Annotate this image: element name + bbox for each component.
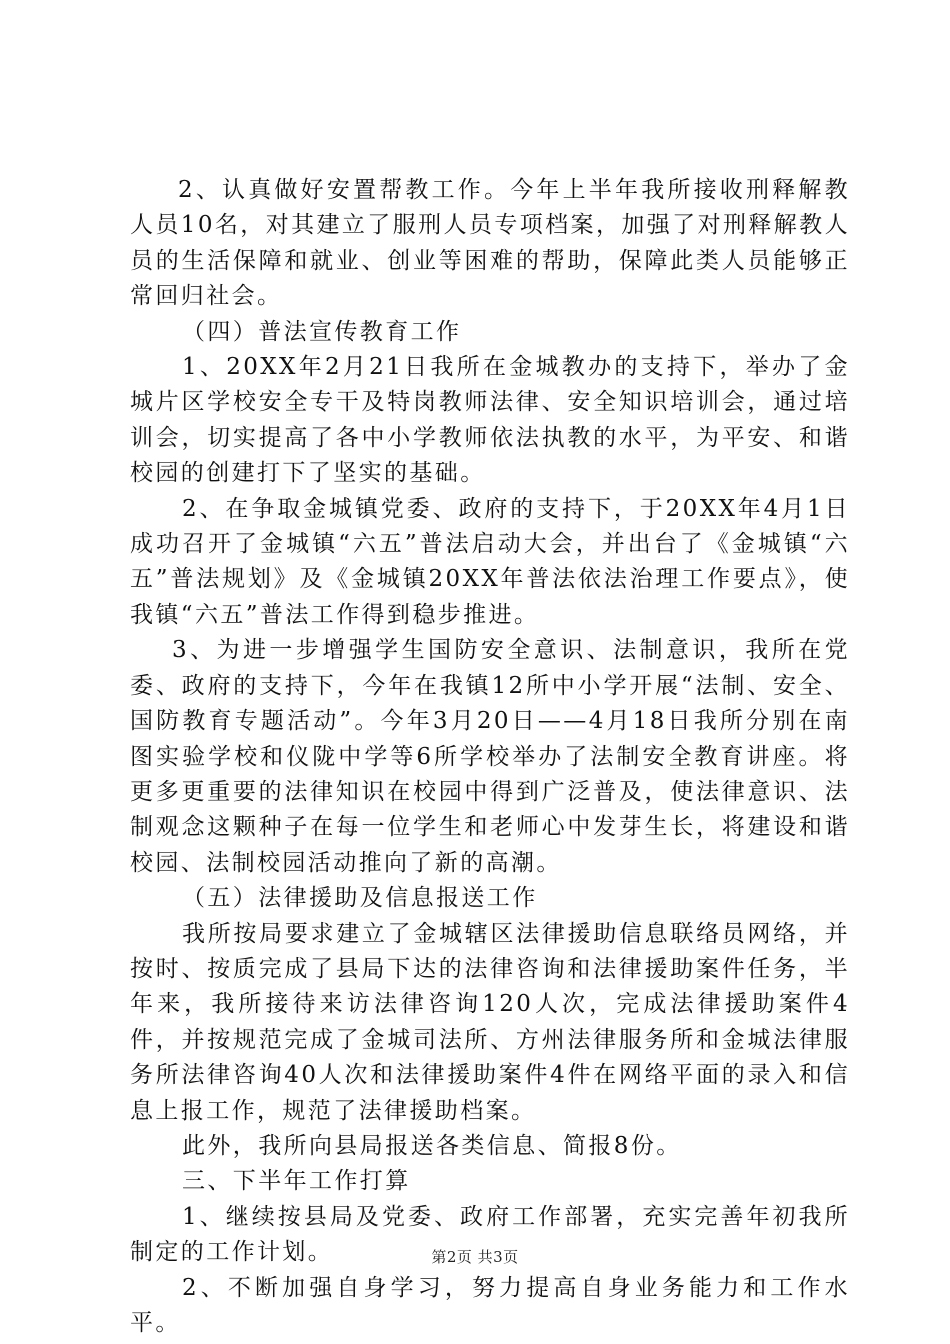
heading-legal-aid: （五）法律援助及信息报送工作: [182, 885, 538, 912]
document-body: [130, 173, 850, 1341]
paragraph-six-five-launch: 2、在争取金城镇党委、政府的支持下，于20XX年4月1日成功召开了金城镇“六五”普法启动大会，并出台了《金城镇“六五”普法规划》及《金城镇20XX年普法依法治理工作要点》，使我镇“六五”普法工作得到稳步推进。: [130, 495, 850, 628]
page-number-footer: 第2页 共3页: [431, 1248, 519, 1266]
paragraph-resettlement: 2、认真做好安置帮教工作。今年上半年我所接收刑释解教人员10名，对其建立了服刑人员专项档案，加强了对刑释解教人员的生活保障和就业、创业等困难的帮助，保障此类人员能够正常回归社会。: [130, 177, 850, 310]
heading-legal-education: （四）普法宣传教育工作: [182, 318, 462, 345]
heading-second-half-plan: 三、下半年工作打算: [182, 1168, 411, 1195]
paragraph-plan-item-2: 2、不断加强自身学习，努力提高自身业务能力和工作水平。: [130, 1274, 850, 1336]
paragraph-training-session: 1、20XX年2月21日我所在金城教办的支持下，举办了金城片区学校安全专干及特岗教师法律、安全知识培训会，通过培训会，切实提高了各中小学教师依法执教的水平，为平安、和谐校园的创建打下了坚实的基础。: [130, 354, 850, 487]
paragraph-school-activities: 3、为进一步增强学生国防安全意识、法制意识，我所在党委、政府的支持下，今年在我镇12所中小学开展“法制、安全、国防教育专题活动”。今年3月20日——4月18日我所分别在南图实验学校和仪陇中学等6所学校举办了法制安全教育讲座。将更多更重要的法律知识在校园中得到广泛普及，使法律意识、法制观念这颗种子在每一位学生和老师心中发芽生长，将建设和谐校园、法制校园活动推向了新的高潮。: [130, 637, 850, 876]
paragraph-legal-aid-network: 我所按局要求建立了金城辖区法律援助信息联络员网络，并按时、按质完成了县局下达的法律咨询和法律援助案件任务，半年来，我所接待来访法律咨询120人次，完成法律援助案件4件，并按规范完成了金城司法所、方州法律服务所和金城法律服务所法律咨询40人次和法律援助案件4件在网络平面的录入和信息上报工作，规范了法律援助档案。: [130, 920, 850, 1124]
paragraph-plan-item-1: 1、继续按县局及党委、政府工作部署，充实完善年初我所制定的工作计划。: [130, 1203, 850, 1266]
paragraph-reports: 此外，我所向县局报送各类信息、简报8份。: [182, 1132, 682, 1159]
